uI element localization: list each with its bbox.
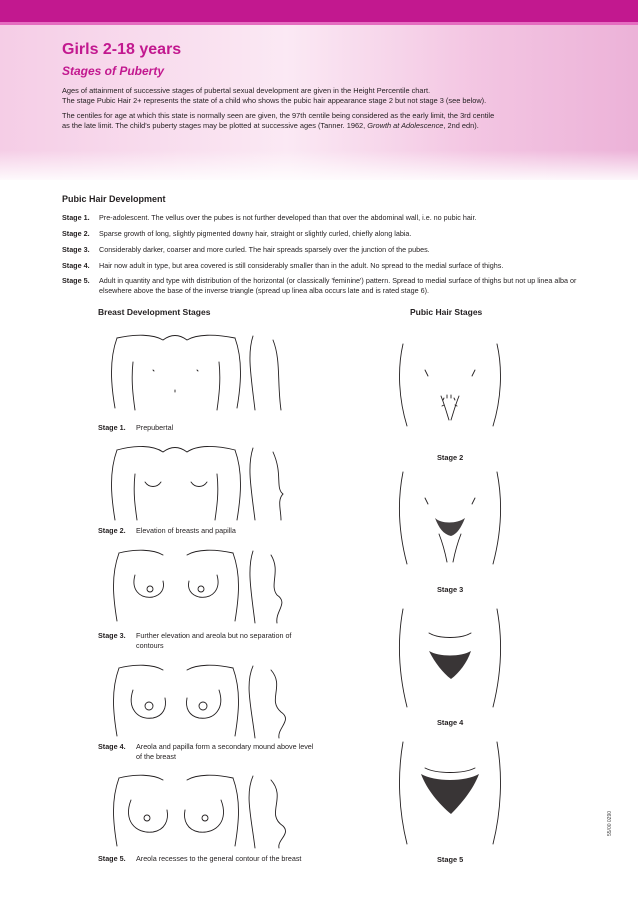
stage-label: Stage 1. <box>98 423 126 432</box>
breast-stage-4-caption <box>98 742 328 766</box>
breast-stage-3-illustration <box>105 545 315 625</box>
intro-line-end: , 2nd edn). <box>443 121 479 130</box>
intro-paragraph-1 <box>62 86 582 106</box>
pubic-stage-4-caption: Stage 4 <box>437 718 464 727</box>
stage-label: Stage 3. <box>98 631 126 640</box>
stage-label: Stage 1. <box>62 213 90 222</box>
breast-stage-4-illustration <box>105 660 315 740</box>
pubic-stage-2-illustration <box>395 340 505 430</box>
breast-stage-1-illustration <box>105 330 315 415</box>
pubic-stage-2-caption: Stage 2 <box>437 453 464 462</box>
header-fade <box>0 150 638 180</box>
stage-description: Prepubertal <box>136 423 174 432</box>
stage-description: Further elevation and areola but no separation of contours <box>136 631 292 650</box>
stage-description: Areola recesses to the general contour of the breast <box>136 854 302 863</box>
stage-description: Hair now adult in type, but area covered is still considerably smaller than in the adult. No spread to the medial surface of thighs. <box>99 261 504 270</box>
breast-stage-1-caption <box>98 423 328 435</box>
stage-label: Stage 5. <box>62 276 90 285</box>
stage-label: Stage 5. <box>98 854 126 863</box>
stage-label: Stage 4. <box>62 261 90 270</box>
pubic-hair-development-heading: Pubic Hair Development <box>62 194 166 204</box>
breast-stage-2-caption <box>98 526 328 538</box>
top-color-bar <box>0 0 638 22</box>
breast-stages-heading: Breast Development Stages <box>98 307 211 317</box>
pubic-stage-3-caption: Stage 3 <box>437 585 464 594</box>
breast-stage-2-illustration <box>105 440 315 525</box>
stage-label: Stage 2. <box>98 526 126 535</box>
pubic-stage-4-illustration <box>395 605 505 710</box>
stage-label: Stage 3. <box>62 245 90 254</box>
stage-description: Sparse growth of long, slightly pigmented downy hair, straight or slightly curled, chiefly along labia. <box>99 229 412 238</box>
breast-stage-3-caption <box>98 631 328 655</box>
intro-line: The centiles for age at which this state is normally seen are given, the 97th centile being considered as the early limit, the 3rd centile <box>62 111 495 120</box>
page-subtitle: Stages of Puberty <box>62 64 165 78</box>
intro-line: The stage Pubic Hair 2+ represents the state of a child who shows the pubic hair appearance stage 2 but not stage 3 (see below). <box>62 96 487 105</box>
breast-stage-5-caption <box>98 854 328 878</box>
pubic-stage-5-illustration <box>395 738 505 848</box>
stage-label: Stage 4. <box>98 742 126 751</box>
pubic-stage-5-caption: Stage 5 <box>437 855 464 864</box>
page-title: Girls 2-18 years <box>62 41 182 58</box>
stage-description: Adult in quantity and type with distribution of the horizontal (or classically 'feminine') pattern. Spread to medial surface of thighs but not up linea alba or elsewhere above the base of the inverse triangle (spread up linea alba occurs late and is rated stage 6). <box>99 276 577 295</box>
breast-stage-5-illustration <box>105 770 315 850</box>
pubic-stage-3-illustration <box>395 468 505 568</box>
book-title: Growth at Adolescence <box>367 121 444 130</box>
intro-line: Ages of attainment of successive stages of pubertal sexual development are given in the Height Percentile chart. <box>62 86 431 95</box>
stage-description: Pre-adolescent. The vellus over the pubes is not further developed than that over the abdominal wall, i.e. no pubic hair. <box>99 213 477 222</box>
stage-label: Stage 2. <box>62 229 90 238</box>
intro-paragraph-2 <box>62 111 582 131</box>
pubic-stages-heading: Pubic Hair Stages <box>410 307 483 317</box>
intro-line: as the late limit. The child's puberty stages may be plotted at successive ages (Tanner. 1962, <box>62 121 368 130</box>
stage-description: Areola and papilla form a secondary mound above level of the breast <box>136 742 314 761</box>
stage-description: Considerably darker, coarser and more curled. The hair spreads sparsely over the junction of the pubes. <box>99 245 430 254</box>
stage-description: Elevation of breasts and papilla <box>136 526 236 535</box>
print-code: 55/00 0290 <box>607 810 613 836</box>
